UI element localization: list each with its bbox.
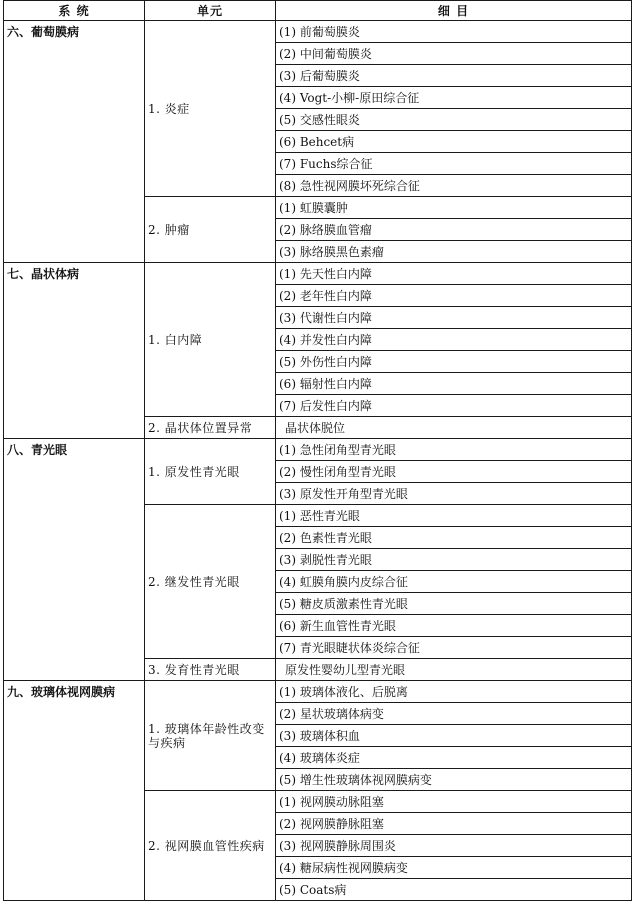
detail-cell: (6) 辐射性白内障 xyxy=(276,373,632,395)
table-row xyxy=(4,439,632,461)
detail-cell: (4) 虹膜角膜内皮综合征 xyxy=(276,571,632,593)
system-cell: 七、晶状体病 xyxy=(4,263,145,439)
detail-cell: (3) 脉络膜黑色素瘤 xyxy=(276,241,632,263)
syllabus-table xyxy=(3,0,632,901)
detail-cell: (4) 并发性白内障 xyxy=(276,329,632,351)
detail-cell: (4) 玻璃体炎症 xyxy=(276,747,632,769)
detail-cell: (2) 中间葡萄膜炎 xyxy=(276,43,632,65)
detail-cell: (1) 先天性白内障 xyxy=(276,263,632,285)
detail-cell: (4) Vogt-小柳-原田综合征 xyxy=(276,87,632,109)
header-unit: 单元 xyxy=(145,1,276,21)
unit-cell: 3. 发育性青光眼 xyxy=(145,659,276,681)
detail-cell: (5) 交感性眼炎 xyxy=(276,109,632,131)
table-row xyxy=(4,21,632,43)
detail-cell: (3) 剥脱性青光眼 xyxy=(276,549,632,571)
detail-cell: (3) 原发性开角型青光眼 xyxy=(276,483,632,505)
unit-cell: 1. 原发性青光眼 xyxy=(145,439,276,505)
detail-cell: (3) 后葡萄膜炎 xyxy=(276,65,632,87)
detail-cell: (1) 视网膜动脉阻塞 xyxy=(276,791,632,813)
table-body xyxy=(4,21,632,901)
detail-cell: (6) Behcet病 xyxy=(276,131,632,153)
header-detail: 细 目 xyxy=(276,1,632,21)
detail-cell: (5) 糖皮质激素性青光眼 xyxy=(276,593,632,615)
detail-cell: (2) 色素性青光眼 xyxy=(276,527,632,549)
detail-cell: (5) 外伤性白内障 xyxy=(276,351,632,373)
detail-cell: (8) 急性视网膜坏死综合征 xyxy=(276,175,632,197)
unit-cell: 2. 视网膜血管性疾病 xyxy=(145,791,276,901)
table-row xyxy=(4,263,632,285)
detail-cell: (5) Coats病 xyxy=(276,879,632,901)
detail-cell: (7) 青光眼睫状体炎综合征 xyxy=(276,637,632,659)
detail-cell: (5) 增生性玻璃体视网膜病变 xyxy=(276,769,632,791)
detail-cell: (1) 恶性青光眼 xyxy=(276,505,632,527)
detail-cell: (7) Fuchs综合征 xyxy=(276,153,632,175)
table-row xyxy=(4,681,632,703)
unit-cell: 1. 炎症 xyxy=(145,21,276,197)
unit-cell: 1. 玻璃体年龄性改变与疾病 xyxy=(145,681,276,791)
unit-cell: 2. 晶状体位置异常 xyxy=(145,417,276,439)
header-row xyxy=(4,1,632,21)
detail-cell: (1) 玻璃体液化、后脱离 xyxy=(276,681,632,703)
detail-cell: (1) 虹膜囊肿 xyxy=(276,197,632,219)
detail-cell: (3) 代谢性白内障 xyxy=(276,307,632,329)
detail-cell: 原发性婴幼儿型青光眼 xyxy=(276,659,632,681)
detail-cell: (2) 星状玻璃体病变 xyxy=(276,703,632,725)
detail-cell: (1) 前葡萄膜炎 xyxy=(276,21,632,43)
detail-cell: (4) 糖尿病性视网膜病变 xyxy=(276,857,632,879)
detail-cell: 晶状体脱位 xyxy=(276,417,632,439)
detail-cell: (2) 视网膜静脉阻塞 xyxy=(276,813,632,835)
detail-cell: (1) 急性闭角型青光眼 xyxy=(276,439,632,461)
unit-cell: 2. 肿瘤 xyxy=(145,197,276,263)
detail-cell: (3) 玻璃体积血 xyxy=(276,725,632,747)
detail-cell: (2) 老年性白内障 xyxy=(276,285,632,307)
detail-cell: (2) 慢性闭角型青光眼 xyxy=(276,461,632,483)
detail-cell: (6) 新生血管性青光眼 xyxy=(276,615,632,637)
detail-cell: (7) 后发性白内障 xyxy=(276,395,632,417)
unit-cell: 2. 继发性青光眼 xyxy=(145,505,276,659)
unit-cell: 1. 白内障 xyxy=(145,263,276,417)
header-system: 系 统 xyxy=(4,1,145,21)
detail-cell: (2) 脉络膜血管瘤 xyxy=(276,219,632,241)
detail-cell: (3) 视网膜静脉周围炎 xyxy=(276,835,632,857)
system-cell: 六、葡萄膜病 xyxy=(4,21,145,263)
system-cell: 八、青光眼 xyxy=(4,439,145,681)
system-cell: 九、玻璃体视网膜病 xyxy=(4,681,145,901)
